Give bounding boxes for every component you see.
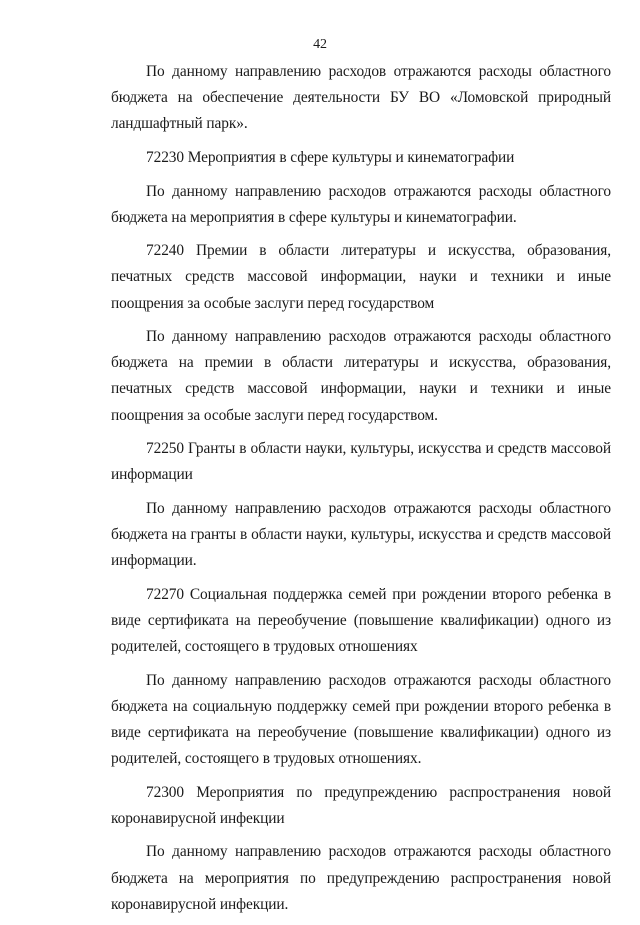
page-number: 42 — [313, 37, 327, 52]
paragraph-park-expenses: По данному направлению расходов отражаются расходы областного бюджета на обеспечение деятельности БУ ВО «Ломовской природный ландшафтный парк». — [111, 63, 611, 133]
heading-72300: 72300 Мероприятия по предупреждению распространения новой коронавирусной инфекции — [111, 783, 611, 827]
heading-72250: 72250 Гранты в области науки, культуры, искусства и средств массовой информации — [111, 440, 611, 484]
paragraph-72300-expenses: По данному направлению расходов отражаются расходы областного бюджета на мероприятия по предупреждению распространения новой коронавирусной инфекции. — [111, 843, 611, 913]
document-body — [111, 59, 611, 925]
paragraph-72270-expenses: По данному направлению расходов отражаются расходы областного бюджета на социальную поддержку семей при рождении второго ребенка в виде сертификата на переобучение (повышение квалификации) одного из родителей, состоящего в трудовых отношениях. — [111, 671, 611, 767]
paragraph-72240-expenses: По данному направлению расходов отражаются расходы областного бюджета на премии в области литературы и искусства, образования, печатных средств массовой информации, науки и техники и иные поощрения за особые заслуги перед государством. — [111, 328, 611, 424]
heading-72230: 72230 Мероприятия в сфере культуры и кинематографии — [146, 148, 515, 166]
heading-72240: 72240 Премии в области литературы и искусства, образования, печатных средств массовой информации, науки и техники и иные поощрения за особые заслуги перед государством — [111, 242, 611, 312]
paragraph-72230-expenses: По данному направлению расходов отражаются расходы областного бюджета на мероприятия в сфере культуры и кинематографии. — [111, 182, 611, 226]
paragraph-72250-expenses: По данному направлению расходов отражаются расходы областного бюджета на гранты в области науки, культуры, искусства и средств массовой информации. — [111, 499, 611, 570]
heading-72270: 72270 Социальная поддержка семей при рождении второго ребенка в виде сертификата на переобучение (повышение квалификации) одного из родителей, состоящего в трудовых отношениях — [111, 585, 611, 656]
